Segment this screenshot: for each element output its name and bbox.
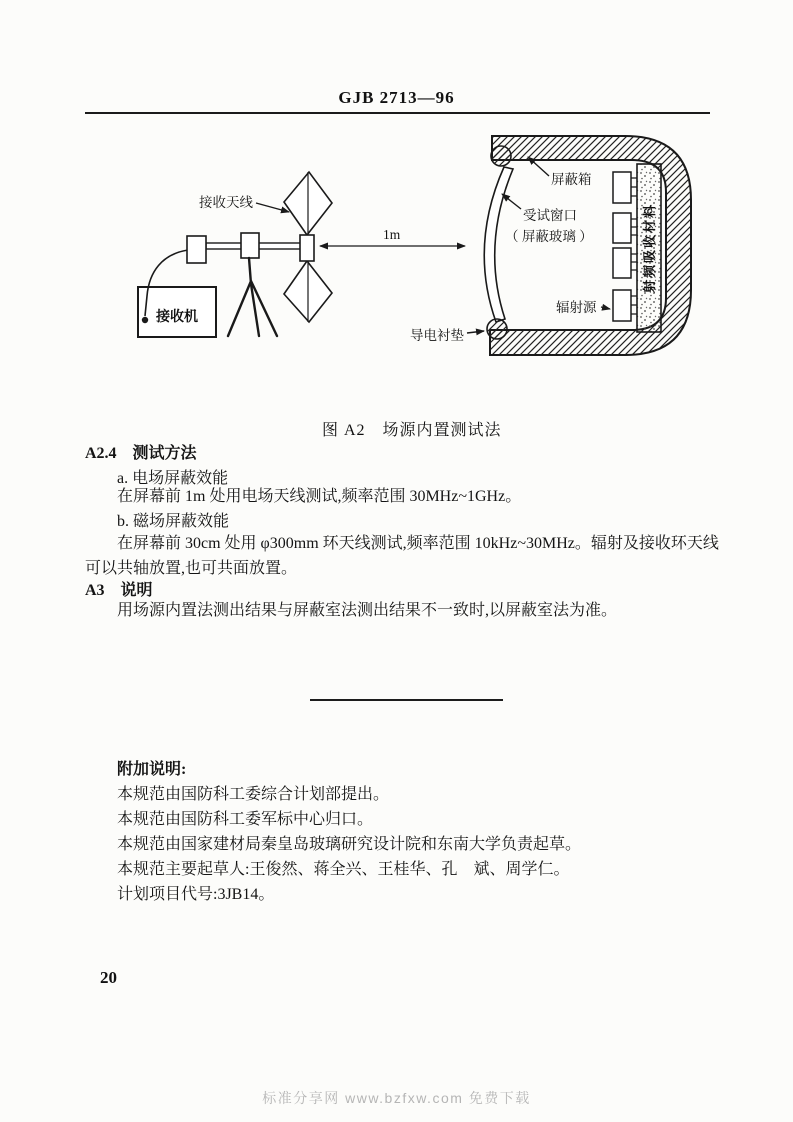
item-a: a. 电场屏蔽效能: [117, 470, 229, 487]
gasket-bottom: [487, 319, 507, 339]
notes-line-1: 本规范由国防科工委综合计划部提出。: [117, 786, 390, 803]
item-b: b. 磁场屏蔽效能: [117, 513, 230, 530]
distance-dimension: [320, 227, 465, 246]
notes-heading: 附加说明:: [117, 761, 187, 778]
standard-number-header: GJB 2713—96: [338, 88, 455, 107]
receiver-box: [138, 287, 216, 337]
page-number: 20: [100, 968, 117, 987]
receiving-antenna-label: 接收天线: [199, 195, 253, 210]
header-rule: [85, 112, 710, 114]
notes-line-5: 计划项目代号:3JB14。: [117, 886, 275, 903]
section-a24-heading: A2.4 测试方法: [85, 445, 197, 462]
section-a3-heading: A3 说明: [85, 582, 153, 599]
radiation-source-label: 辐射源: [556, 300, 597, 315]
distance-label: 1m: [383, 227, 401, 242]
notes-line-4: 本规范主要起草人:王俊然、蒋全兴、王桂华、孔 斌、周学仁。: [117, 861, 570, 878]
gasket-top: [491, 146, 511, 166]
notes-line-3: 本规范由国家建材局秦皇岛玻璃研究设计院和东南大学负责起草。: [117, 836, 582, 853]
radiation-source-arrow: [601, 307, 610, 309]
rf-absorber-label: 射频吸收材料: [642, 202, 657, 294]
para-b: 在屏幕前 30cm 处用 φ300mm 环天线测试,频率范围 10kHz~30MHz。辐射及接收环天线可以共轴放置,也可共面放置。: [85, 535, 719, 577]
antenna-boom: [187, 233, 302, 263]
radiation-source-modules: [613, 172, 637, 321]
receiving-antenna-arrow: [256, 203, 289, 212]
shield-box-label: 屏蔽箱: [551, 172, 592, 187]
watermark: 标准分享网 www.bzfxw.com 免费下载: [262, 1090, 531, 1106]
notes-line-2: 本规范由国防科工委军标中心归口。: [117, 811, 374, 828]
conductive-gasket-arrow: [467, 331, 484, 333]
para-a3: 用场源内置法测出结果与屏蔽室法测出结果不一致时,以屏蔽室法为准。: [117, 602, 618, 619]
separator-rule: [310, 699, 503, 701]
test-window-arrow: [502, 194, 521, 209]
glass-window: [484, 167, 513, 322]
tripod: [228, 258, 277, 336]
figure-caption: 图 A2 场源内置测试法: [322, 422, 502, 439]
receiver-label: 接收机: [156, 310, 198, 325]
conductive-gasket-label: 导电衬垫: [410, 328, 464, 343]
test-window-label: 受试窗口: [523, 208, 577, 223]
test-setup-diagram: [85, 126, 710, 410]
para-a: 在屏幕前 1m 处用电场天线测试,频率范围 30MHz~1GHz。: [117, 488, 522, 505]
rf-absorber-strip: [637, 164, 661, 332]
test-window-sublabel: （ 屏蔽玻璃 ）: [505, 229, 593, 244]
